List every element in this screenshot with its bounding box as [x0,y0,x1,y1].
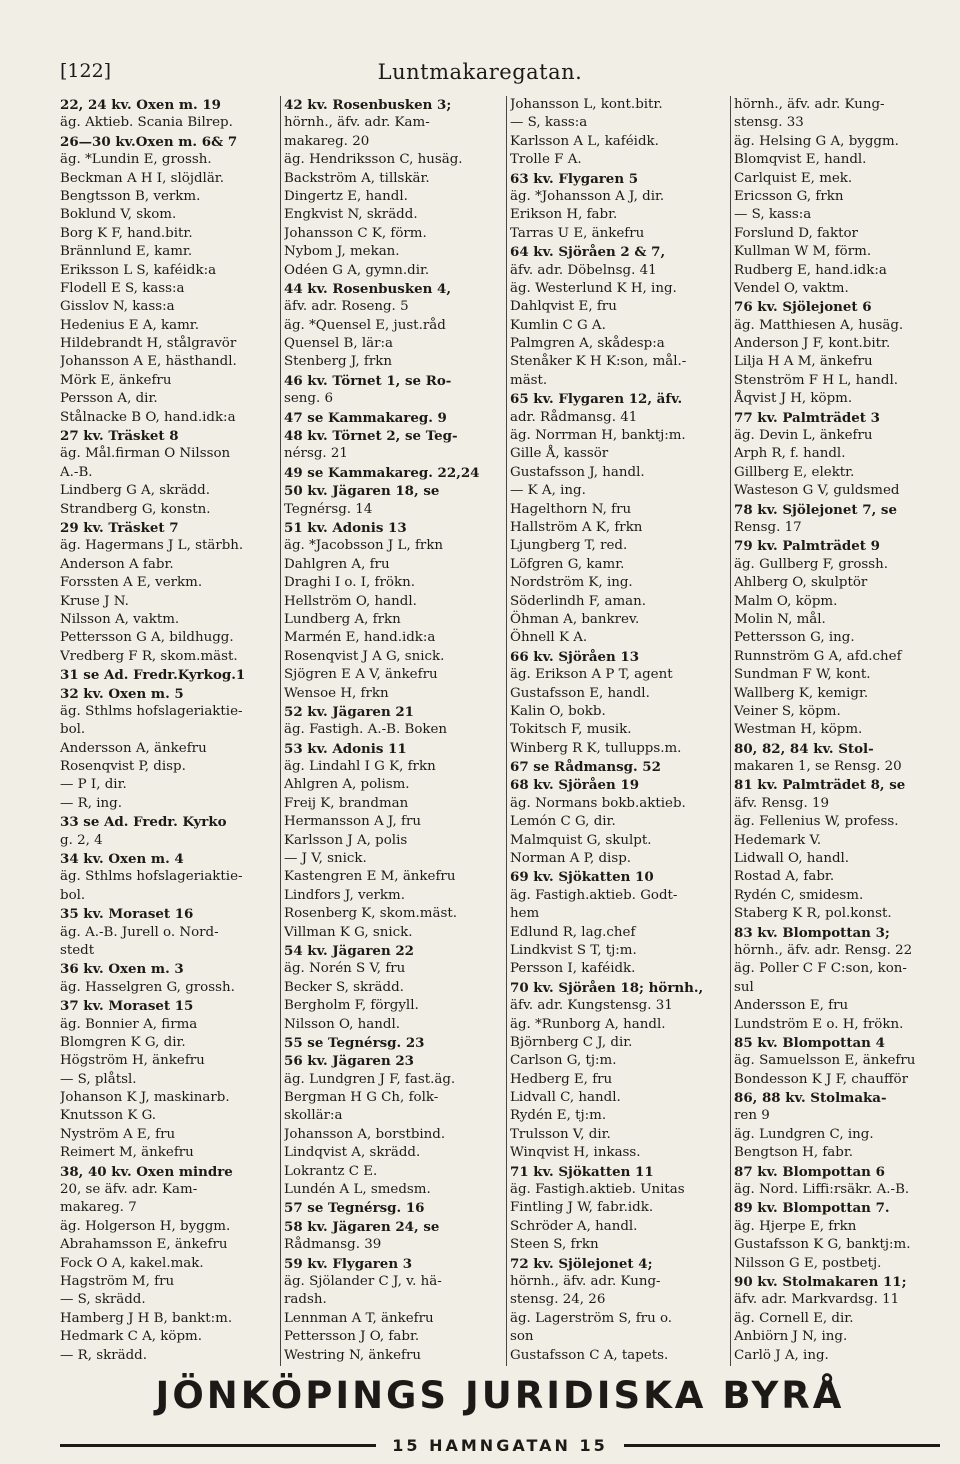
directory-entry: äg. Poller C F C:son, kon- [734,961,907,977]
directory-columns [60,96,940,1366]
directory-entry: Palmgren A, skådesp:a [510,336,665,352]
directory-entry: Dingertz E, handl. [284,188,408,204]
directory-entry: Hedemark V. [734,832,822,848]
property-heading: 86, 88 kv. Stolmaka- [734,1090,887,1107]
directory-entry: Borg K F, hand.bitr. [60,225,193,241]
property-heading: 64 kv. Sjöråen 2 & 7, [510,244,666,261]
directory-entry: äg. Lindahl I G K, frkn [284,759,436,775]
directory-entry: Kumlin C G A. [510,317,606,333]
directory-entry: Forslund D, faktor [734,225,858,241]
directory-entry: Stenström F H L, handl. [734,372,899,388]
directory-entry: Flodell E S, kass:a [60,280,185,296]
property-heading: 69 kv. Sjökatten 10 [510,869,654,886]
column-divider [506,96,507,1366]
directory-entry: Forssten A E, verkm. [60,575,203,591]
directory-entry: Rosenqvist P, disp. [60,759,186,775]
directory-entry: Lundström E o. H, frökn. [734,1016,904,1032]
directory-entry: äg. Normans bokb.aktieb. [510,795,686,811]
directory-entry: Malm O, köpm. [734,593,838,609]
directory-entry: Trulsson V, dir. [510,1126,611,1142]
directory-entry: — P I, dir. [60,777,127,793]
property-heading: 57 se Tegnérsg. 16 [284,1200,425,1217]
directory-entry: Sundman F W, kont. [734,667,871,683]
directory-entry: äg. Lundgren J F, fast.äg. [284,1071,456,1087]
directory-entry: Andersson E, fru [734,998,849,1014]
directory-entry: Hedenius E A, kamr. [60,317,199,333]
property-heading: 67 se Rådmansg. 52 [510,759,661,776]
directory-entry: äg. Helsing G A, byggm. [734,133,899,149]
property-heading: 42 kv. Rosenbusken 3; [284,97,452,113]
property-heading: 49 se Kammakareg. 22,24 [284,464,480,481]
directory-entry: — S, skrädd. [60,1292,146,1308]
directory-entry: radsh. [284,1292,327,1308]
directory-entry: Sjögren E A V, änkefru [284,667,438,683]
directory-entry: Persson A, dir. [60,391,158,407]
directory-entry: äg. Erikson A P T, agent [510,667,673,683]
directory-entry: Johansson C K, förm. [284,225,427,241]
directory-entry: hem [510,906,540,922]
directory-entry: Ahlberg O, skulptör [734,575,868,591]
directory-entry: äg. Bonnier A, firma [60,1016,198,1032]
directory-entry: äg. Sjölander C J, v. hä- [284,1274,442,1289]
directory-entry: makareg. 20 [284,133,370,149]
rule-left [60,1444,376,1447]
directory-entry: Rostad A, fabr. [734,869,835,885]
directory-entry: seng. 6 [284,391,334,407]
directory-entry: äg. Nord. Liffi:rsäkr. A.-B. [734,1182,910,1198]
directory-entry: skollär:a [284,1108,343,1124]
directory-entry: stensg. 33 [734,115,804,131]
directory-entry: Blomgren K G, dir. [60,1034,186,1050]
directory-entry: Quensel B, lär:a [284,336,394,352]
directory-entry: Lilja H A M, änkefru [734,354,873,370]
directory-entry: Lemón C G, dir. [510,814,616,830]
directory-entry: Backström A, tillskär. [284,170,430,186]
directory-entry: Winberg R K, tullupps.m. [510,740,682,756]
directory-entry: Tegnérsg. 14 [284,501,373,517]
directory-entry: äg. *Runborg A, handl. [510,1016,666,1032]
directory-entry: äg. Fellenius W, profess. [734,814,899,830]
property-heading: 71 kv. Sjökatten 11 [510,1163,654,1180]
directory-entry: äg. Hasselgren G, grossh. [60,979,235,995]
directory-entry: Winqvist H, inkass. [510,1145,641,1161]
directory-entry: äg. Lagerström S, fru o. [510,1310,673,1326]
directory-entry: — R, skrädd. [60,1347,148,1363]
directory-entry: Bergman H G Ch, folk- [284,1090,439,1106]
directory-entry: Beckman A H I, slöjdlär. [60,170,224,186]
directory-entry: stedt [60,942,95,958]
property-heading: 38, 40 kv. Oxen mindre [60,1163,233,1180]
directory-entry: Pettersson G, ing. [734,630,855,646]
directory-entry: son [510,1329,534,1345]
property-heading: 70 kv. Sjöråen 18; hörnh., [510,979,704,996]
directory-entry: Anderson A fabr. [60,556,174,572]
property-heading: 87 kv. Blompottan 6 [734,1163,885,1180]
property-heading: 31 se Ad. Fredr.Kyrkog.1 [60,667,246,684]
directory-entry: Wensoe H, frkn [284,685,389,701]
directory-entry: Öhman A, bankrev. [510,611,640,627]
directory-entry: äg. Lundgren C, ing. [734,1126,874,1142]
directory-entry: Tokitsch F, musik. [510,722,632,738]
directory-entry: Malmquist G, skulpt. [510,832,652,848]
directory-entry: g. 2, 4 [60,832,103,848]
directory-entry: äg. *Lundin E, grossh. [60,152,212,168]
directory-entry: Söderlindh F, aman. [510,593,647,609]
directory-entry: Westring N, änkefru [284,1347,421,1363]
directory-entry: Öhnell K A. [510,630,588,646]
directory-entry: Ljungberg T, red. [510,538,628,554]
directory-entry: Hagström M, fru [60,1274,175,1289]
property-heading: 78 kv. Sjölejonet 7, se [734,501,897,518]
directory-entry: Gustafsson E, handl. [510,685,650,701]
directory-entry: mäst. [510,372,548,388]
directory-entry: Högström H, änkefru [60,1053,205,1069]
property-heading: 52 kv. Jägaren 21 [284,703,414,720]
directory-entry: Knutsson K G. [60,1108,157,1124]
directory-entry: äg. Mål.firman O Nilsson [60,446,231,462]
directory-entry: Johansson A, borstbind. [284,1126,446,1142]
directory-entry: äg. Aktieb. Scania Bilrep. [60,115,233,131]
directory-entry: Draghi I o. I, frökn. [284,575,415,591]
directory-entry: Johanson K J, maskinarb. [60,1090,230,1106]
directory-entry: Persson I, kaféidk. [510,961,636,977]
directory-entry: Runnström G A, afd.chef [734,648,902,664]
directory-entry: — S, kass:a [510,115,588,131]
page-number: [122] [60,60,112,82]
directory-entry: nérsg. 21 [284,446,348,462]
directory-entry: Hamberg J H B, bankt:m. [60,1310,233,1326]
directory-entry: Norman A P, disp. [510,851,632,867]
property-heading: 89 kv. Blompottan 7. [734,1200,890,1217]
directory-entry: Vendel O, vaktm. [734,280,849,296]
directory-entry: Stenåker K H K:son, mål.- [510,354,687,370]
property-heading: 29 kv. Träsket 7 [60,519,179,536]
directory-entry: äfv. adr. Kungstensg. 31 [510,998,673,1014]
directory-entry: äfv. adr. Roseng. 5 [284,299,409,315]
property-heading: 59 kv. Flygaren 3 [284,1255,413,1272]
directory-entry: Bengtson H, fabr. [734,1145,854,1161]
directory-entry: äg. Norrman H, banktj:m. [510,428,686,444]
directory-entry: äg. Hjerpe E, frkn [734,1218,857,1234]
directory-entry: Trolle F A. [510,152,582,168]
directory-entry: Lennman A T, änkefru [284,1310,434,1326]
directory-entry: Rydén E, tj:m. [510,1108,607,1124]
directory-entry: Lindqvist A, skrädd. [284,1145,421,1161]
directory-entry: Rosenberg K, skom.mäst. [284,906,457,922]
property-heading: 79 kv. Palmträdet 9 [734,538,880,555]
property-heading: 22, 24 kv. Oxen m. 19 [60,97,221,113]
directory-entry: äg. Westerlund K H, ing. [510,280,677,296]
directory-entry: Schröder A, handl. [510,1218,638,1234]
directory-column-3 [510,96,728,1366]
directory-entry: — S, kass:a [734,207,812,223]
directory-entry: bol. [60,887,86,903]
directory-entry: Reimert M, änkefru [60,1145,194,1161]
property-heading: 53 kv. Adonis 11 [284,740,407,757]
directory-entry: Andersson A, änkefru [60,740,207,756]
directory-entry: adr. Rådmansg. 41 [510,409,638,425]
directory-entry: Wasteson G V, guldsmed [734,483,900,499]
directory-entry: äfv. adr. Döbelnsg. 41 [510,262,657,278]
directory-entry: Westman H, köpm. [734,722,863,738]
property-heading: 51 kv. Adonis 13 [284,519,407,536]
directory-entry: makaren 1, se Rensg. 20 [734,759,902,775]
directory-entry: Ahlgren A, polism. [284,777,410,793]
directory-entry: Gustafsson J, handl. [510,464,645,480]
directory-entry: Bergholm F, förgyll. [284,998,419,1014]
column-divider [730,96,731,1366]
directory-entry: — K A, ing. [510,483,586,499]
directory-entry: äg. *Johansson A J, dir. [510,188,665,204]
directory-entry: Stenberg J, frkn [284,354,393,370]
directory-entry: äg. Devin L, änkefru [734,428,873,444]
property-heading: 80, 82, 84 kv. Stol- [734,740,874,757]
directory-entry: Marmén E, hand.idk:a [284,630,436,646]
directory-entry: Lokrantz C E. [284,1163,378,1179]
directory-entry: Lindberg G A, skrädd. [60,483,211,499]
property-heading: 48 kv. Törnet 2, se Teg- [284,428,458,445]
directory-entry: Strandberg G, konstn. [60,501,211,517]
directory-entry: Nyström A E, fru [60,1126,176,1142]
directory-entry: äg. Gullberg F, grossh. [734,556,889,572]
directory-entry: Fintling J W, fabr.idk. [510,1200,654,1216]
directory-entry: Rensg. 17 [734,519,802,535]
property-heading: 27 kv. Träsket 8 [60,428,179,445]
directory-entry: Gille Å, kassör [510,446,609,462]
directory-entry: Villman K G, snick. [284,924,413,940]
property-heading: 72 kv. Sjölejonet 4; [510,1255,653,1272]
directory-entry: Bengtsson B, verkm. [60,188,201,204]
directory-entry: Odéen G A, gymn.dir. [284,262,430,278]
directory-entry: — J V, snick. [284,851,367,867]
directory-entry: Nilsson A, vaktm. [60,611,180,627]
directory-entry: Boklund V, skom. [60,207,177,223]
directory-column-2 [284,96,504,1366]
directory-entry: Rosenqvist J A G, snick. [284,648,445,664]
directory-entry: äg. Sthlms hofslageriaktie- [60,869,243,885]
property-heading: 46 kv. Törnet 1, se Ro- [284,372,452,389]
property-heading: 77 kv. Palmträdet 3 [734,409,880,426]
property-heading: 47 se Kammakareg. 9 [284,409,447,426]
directory-entry: Gustafsson C A, tapets. [510,1347,669,1363]
property-heading: 63 kv. Flygaren 5 [510,170,639,187]
directory-entry: A.-B. [60,464,93,480]
directory-entry: Hildebrandt H, stålgravör [60,336,237,352]
directory-column-4 [734,96,940,1366]
property-heading: 34 kv. Oxen m. 4 [60,851,184,868]
advert-banner: JÖNKÖPINGS JURIDISKA BYRÅ [155,1374,845,1417]
directory-entry: Freij K, brandman [284,795,409,811]
directory-entry: ren 9 [734,1108,770,1124]
directory-entry: Löfgren G, kamr. [510,556,625,572]
directory-entry: Hermansson A J, fru [284,814,421,830]
directory-entry: Rådmansg. 39 [284,1237,382,1253]
property-heading: 32 kv. Oxen m. 5 [60,685,184,702]
directory-entry: Arph R, f. handl. [734,446,846,462]
directory-entry: äg. A.-B. Jurell o. Nord- [60,924,219,940]
directory-entry: Hellström O, handl. [284,593,417,609]
property-heading: 85 kv. Blompottan 4 [734,1034,885,1051]
directory-entry: Nilsson G E, postbetj. [734,1255,882,1271]
directory-entry: hörnh., äfv. adr. Kam- [284,115,430,131]
directory-entry: Lidvall C, handl. [510,1090,621,1106]
property-heading: 90 kv. Stolmakaren 11; [734,1274,907,1290]
property-heading: 66 kv. Sjöråen 13 [510,648,640,665]
property-heading [284,1365,504,1366]
directory-entry: Staberg K R, pol.konst. [734,906,892,922]
directory-entry: Engkvist N, skrädd. [284,207,418,223]
advert-address: 15 HAMNGATAN 15 [392,1435,608,1455]
directory-entry: Erikson H, fabr. [510,207,618,223]
property-heading: 58 kv. Jägaren 24, se [284,1218,440,1235]
directory-entry: Carlquist E, mek. [734,170,853,186]
directory-entry: Carlö J A, ing. [734,1347,829,1363]
directory-entry: äg. Samuelsson E, änkefru [734,1053,916,1069]
directory-entry: äg. Norén S V, fru [284,961,406,977]
directory-entry: Anderson J F, kont.bitr. [734,336,891,352]
property-heading: 35 kv. Moraset 16 [60,906,194,923]
directory-entry: Dahlqvist E, fru [510,299,617,315]
directory-entry: äg. Hendriksson C, husäg. [284,152,463,168]
directory-entry: Fock O A, kakel.mak. [60,1255,204,1271]
page-title: Luntmakaregatan. [377,60,583,84]
directory-entry: äg. Cornell E, dir. [734,1310,854,1326]
directory-entry: Nordström K, ing. [510,575,633,591]
directory-entry: Ericsson G, frkn [734,188,844,204]
directory-entry: Edlund R, lag.chef [510,924,636,940]
column-divider [280,96,281,1366]
directory-entry: Dahlgren A, fru [284,556,390,572]
directory-entry: Karlsson J A, polis [284,832,408,848]
directory-entry: Pettersson G A, bildhugg. [60,630,234,646]
directory-entry: Eriksson L S, kaféidk:a [60,262,217,278]
directory-entry: Brännlund E, kamr. [60,244,193,260]
directory-entry: bol. [60,722,86,738]
directory-entry [60,1365,274,1366]
directory-entry: Lidwall O, handl. [734,851,850,867]
directory-entry: Kullman W M, förm. [734,244,872,260]
directory-entry: Nybom J, mekan. [284,244,400,260]
directory-entry: Hedmark C A, köpm. [60,1329,203,1345]
directory-entry: Pettersson J O, fabr. [284,1329,420,1345]
directory-entry: makareg. 7 [60,1200,137,1216]
directory-entry: Åqvist J H, köpm. [734,391,853,407]
directory-entry: Kastengren E M, änkefru [284,869,456,885]
directory-entry: äfv. Rensg. 19 [734,795,830,811]
directory-entry: äg. Holgerson H, byggm. [60,1218,231,1234]
directory-entry: Nilsson O, handl. [284,1016,401,1032]
property-heading: 36 kv. Oxen m. 3 [60,961,184,978]
directory-entry: äg. Matthiesen A, husäg. [734,317,904,333]
directory-entry [734,1365,940,1366]
directory-entry: äg. Sthlms hofslageriaktie- [60,703,243,719]
directory-entry: äg. Fastigh.aktieb. Godt- [510,887,678,903]
directory-entry: Carlson G, tj:m. [510,1053,617,1069]
property-heading: 26—30 kv.Oxen m. 6& 7 [60,133,238,150]
property-heading: 54 kv. Jägaren 22 [284,942,414,959]
directory-entry: Mörk E, änkefru [60,372,172,388]
directory-entry: Lindkvist S T, tj:m. [510,942,637,958]
directory-entry: Stålnacke B O, hand.idk:a [60,409,236,425]
directory-entry: Abrahamsson E, änkefru [60,1237,228,1253]
rule-right [624,1444,940,1447]
directory-entry: — R, ing. [60,795,122,811]
directory-entry: Tarras U E, änkefru [510,225,645,241]
directory-entry: Hallström A K, frkn [510,519,643,535]
property-heading: 83 kv. Blompottan 3; [734,924,890,941]
property-heading: 37 kv. Moraset 15 [60,998,194,1015]
directory-entry: Karlsson A L, kaféidk. [510,133,659,149]
property-heading: 55 se Tegnérsg. 23 [284,1034,425,1051]
directory-entry: Lundberg A, frkn [284,611,401,627]
directory-entry: Hagelthorn N, fru [510,501,632,517]
directory-entry: äg. Fastigh. A.-B. Boken [284,722,448,738]
directory-entry: äfv. adr. Markvardsg. 11 [734,1292,900,1308]
directory-entry: Kalin O, bokb. [510,703,606,719]
property-heading: 56 kv. Jägaren 23 [284,1053,414,1070]
directory-entry: Anbiörn J N, ing. [734,1329,848,1345]
directory-entry: hörnh., äfv. adr. Rensg. 22 [734,942,913,958]
directory-entry: Bondesson K J F, chaufför [734,1071,909,1087]
directory-column-1 [60,96,274,1366]
directory-entry: Blomqvist E, handl. [734,152,867,168]
advert-address-line [60,1434,940,1456]
directory-entry: Becker S, skrädd. [284,979,404,995]
directory-entry: Steen S, frkn [510,1237,599,1253]
directory-entry: stensg. 24, 26 [510,1292,606,1308]
directory-entry: Lindfors J, verkm. [284,887,405,903]
directory-entry: Wallberg K, kemigr. [734,685,869,701]
directory-entry: — S, plåtsl. [60,1071,137,1087]
directory-entry: Hedberg E, fru [510,1071,613,1087]
property-heading: 44 kv. Rosenbusken 4, [284,280,451,297]
directory-entry: 20, se äfv. adr. Kam- [60,1182,198,1198]
property-heading [510,1365,728,1366]
property-heading: 81 kv. Palmträdet 8, se [734,777,906,794]
directory-entry: hörnh., äfv. adr. Kung- [510,1274,661,1289]
directory-entry: äg. Fastigh.aktieb. Unitas [510,1182,685,1198]
directory-entry: Gustafsson K G, banktj:m. [734,1237,911,1253]
directory-entry: Kruse J N. [60,593,129,609]
property-heading: 68 kv. Sjöråen 19 [510,777,640,794]
property-heading: 76 kv. Sjölejonet 6 [734,299,872,316]
directory-entry: sul [734,979,754,995]
directory-entry: hörnh., äfv. adr. Kung- [734,97,885,112]
property-heading: 65 kv. Flygaren 12, äfv. [510,391,683,408]
directory-entry: äg. Hagermans J L, stärbh. [60,538,244,554]
directory-entry: Johansson L, kont.bitr. [510,97,663,112]
directory-entry: Rydén C, smidesm. [734,887,864,903]
directory-entry: äg. *Quensel E, just.råd [284,317,446,333]
directory-entry: Vredberg F R, skom.mäst. [60,648,238,664]
directory-entry: Lundén A L, smedsm. [284,1182,431,1198]
directory-entry: Molin N, mål. [734,611,826,627]
directory-entry: Veiner S, köpm. [734,703,841,719]
directory-entry: Gillberg E, elektr. [734,464,855,480]
property-heading: 50 kv. Jägaren 18, se [284,483,440,500]
directory-entry: Rudberg E, hand.idk:a [734,262,887,278]
directory-entry: Johansson A E, hästhandl. [60,354,237,370]
directory-entry: äg. *Jacobsson J L, frkn [284,538,444,554]
property-heading: 33 se Ad. Fredr. Kyrko [60,814,227,831]
directory-entry: Björnberg C J, dir. [510,1034,633,1050]
directory-entry: Gisslov N, kass:a [60,299,175,315]
